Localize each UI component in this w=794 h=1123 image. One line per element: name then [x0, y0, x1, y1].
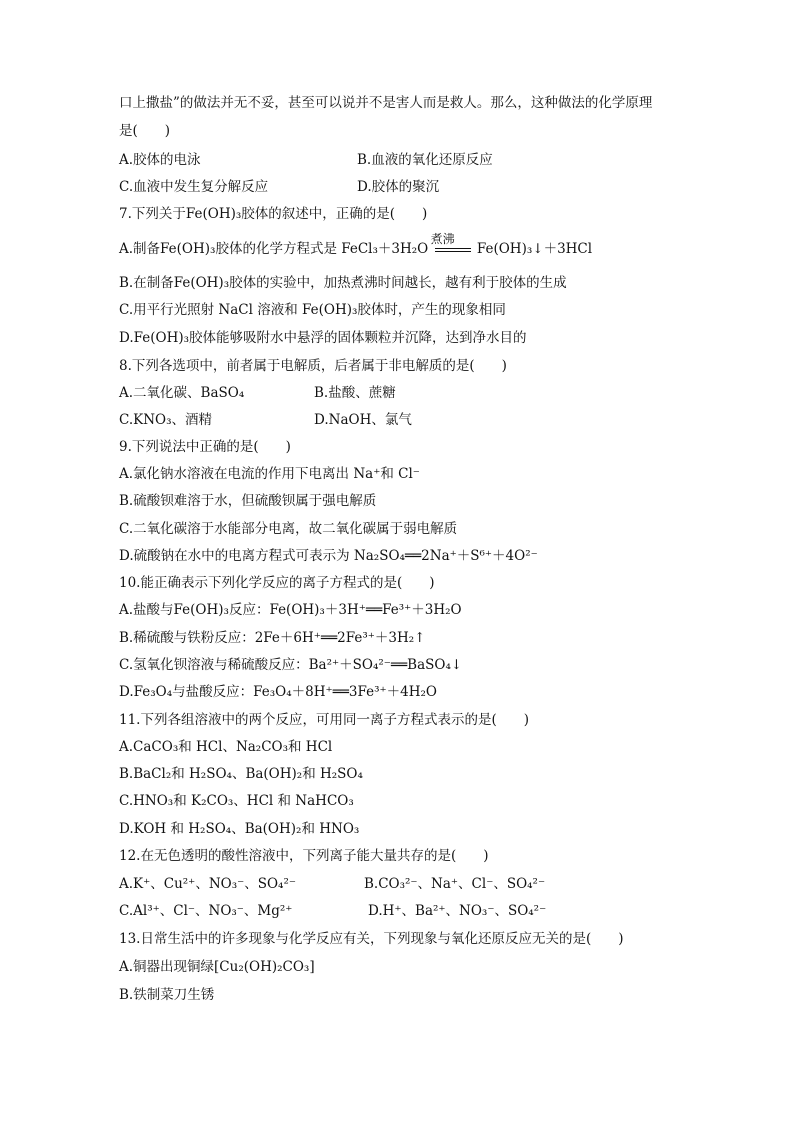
- question-10-option-a: A.盐酸与Fe(OH)₃反应：Fe(OH)₃＋3H⁺══Fe³⁺＋3H₂O: [119, 602, 462, 618]
- question-10-stem: 10.能正确表示下列化学反应的离子方程式的是( ): [119, 575, 435, 591]
- question-9-option-a: A.氯化钠水溶液在电流的作用下电离出 Na⁺和 Cl⁻: [119, 466, 420, 482]
- reaction-condition: 煮沸: [430, 231, 455, 246]
- equals-bar-top: [435, 248, 471, 249]
- question-9-stem: 9.下列说法中正确的是( ): [119, 439, 291, 455]
- question-6-option-a: A.胶体的电泳: [119, 152, 201, 168]
- question-7-option-d: D.Fe(OH)₃胶体能够吸附水中悬浮的固体颗粒并沉降，达到净水目的: [119, 330, 527, 346]
- equation-right: Fe(OH)₃↓＋3HCl: [476, 241, 593, 257]
- question-13-option-a: A.铜器出现铜绿[Cu₂(OH)₂CO₃]: [119, 959, 315, 975]
- question-12-option-c: C.Al³⁺、Cl⁻、NO₃⁻、Mg²⁺: [119, 903, 293, 919]
- question-11-option-d: D.KOH 和 H₂SO₄、Ba(OH)₂和 HNO₃: [119, 821, 360, 837]
- question-6-option-b: B.血液的氧化还原反应: [357, 152, 493, 168]
- question-7-option-a: [119, 231, 593, 258]
- question-12-option-a: A.K⁺、Cu²⁺、NO₃⁻、SO₄²⁻: [119, 876, 296, 892]
- question-8-option-d: D.NaOH、氯气: [314, 412, 412, 428]
- question-9-option-b: B.硫酸钡难溶于水，但硫酸钡属于强电解质: [119, 493, 377, 509]
- question-6-stem-line-2: 是( ): [119, 123, 171, 139]
- question-8-option-c: C.KNO₃、酒精: [119, 412, 213, 428]
- question-6-option-c: C.血液中发生复分解反应: [119, 179, 269, 195]
- question-8-option-b: B.盐酸、蔗糖: [314, 385, 396, 401]
- question-6-option-d: D.胶体的聚沉: [357, 179, 440, 195]
- equals-bar-bottom: [435, 251, 471, 252]
- question-11-stem: 11.下列各组溶液中的两个反应，可用同一离子方程式表示的是( ): [119, 712, 530, 728]
- question-12-option-d: D.H⁺、Ba²⁺、NO₃⁻、SO₄²⁻: [368, 903, 547, 919]
- question-9-option-c: C.二氧化碳溶于水能部分电离，故二氧化碳属于弱电解质: [119, 521, 458, 537]
- question-11-option-a: A.CaCO₃和 HCl、Na₂CO₃和 HCl: [119, 739, 333, 755]
- question-10-option-c: C.氢氧化钡溶液与稀硫酸反应：Ba²⁺＋SO₄²⁻══BaSO₄↓: [119, 657, 463, 673]
- equation-left: A.制备Fe(OH)₃胶体的化学方程式是 FeCl₃＋3H₂O: [119, 241, 429, 257]
- question-13-stem: 13.日常生活中的许多现象与化学反应有关，下列现象与氧化还原反应无关的是( ): [119, 931, 624, 947]
- question-12-stem: 12.在无色透明的酸性溶液中，下列离子能大量共存的是( ): [119, 848, 489, 864]
- question-12-option-b: B.CO₃²⁻、Na⁺、Cl⁻、SO₄²⁻: [364, 876, 546, 892]
- question-8-option-a: A.二氧化碳、BaSO₄: [119, 385, 245, 401]
- question-11-option-b: B.BaCl₂和 H₂SO₄、Ba(OH)₂和 H₂SO₄: [119, 766, 363, 782]
- question-6-stem-line-1: 口上撒盐”的做法并无不妥，甚至可以说并不是害人而是救人。那么，这种做法的化学原理: [119, 95, 653, 111]
- question-7-stem: 7.下列关于Fe(OH)₃胶体的叙述中，正确的是( ): [119, 206, 428, 222]
- equilibrium-sign: [430, 231, 471, 255]
- question-8-stem: 8.下列各选项中，前者属于电解质，后者属于非电解质的是( ): [119, 358, 507, 374]
- question-7-option-b: B.在制备Fe(OH)₃胶体的实验中，加热煮沸时间越长，越有利于胶体的生成: [119, 275, 567, 291]
- question-10-option-d: D.Fe₃O₄与盐酸反应：Fe₃O₄＋8H⁺══3Fe³⁺＋4H₂O: [119, 684, 437, 700]
- question-11-option-c: C.HNO₃和 K₂CO₃、HCl 和 NaHCO₃: [119, 793, 354, 809]
- question-13-option-b: B.铁制菜刀生锈: [119, 987, 215, 1003]
- question-10-option-b: B.稀硫酸与铁粉反应：2Fe＋6H⁺══2Fe³⁺＋3H₂↑: [119, 630, 426, 646]
- question-9-option-d: D.硫酸钠在水中的电离方程式可表示为 Na₂SO₄══2Na⁺＋S⁶⁺＋4O²⁻: [119, 548, 538, 564]
- question-7-option-c: C.用平行光照射 NaCl 溶液和 Fe(OH)₃胶体时，产生的现象相同: [119, 302, 506, 318]
